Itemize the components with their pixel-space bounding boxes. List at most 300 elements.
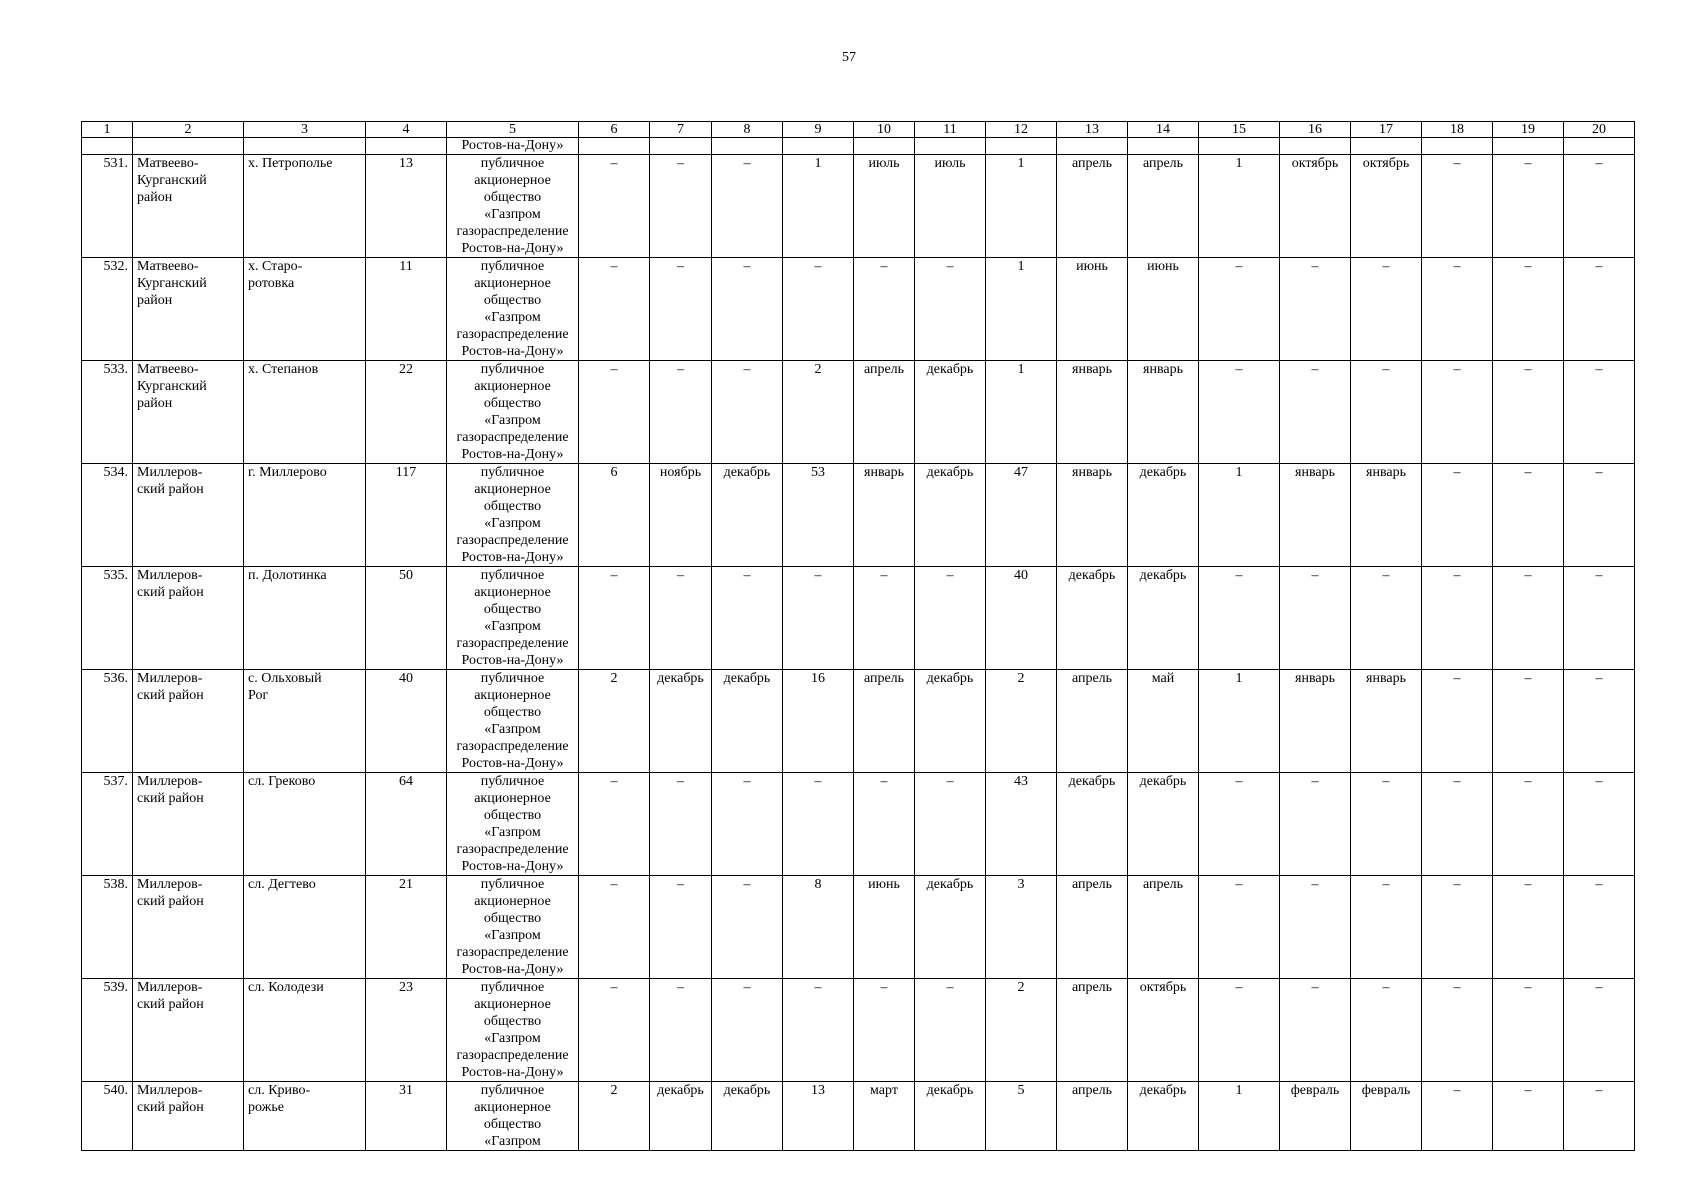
month-cell: апрель <box>1057 979 1128 1082</box>
value-cell: – <box>1199 876 1280 979</box>
organization-line: Ростов-на-Дону» <box>461 653 564 668</box>
empty-cell <box>854 138 915 155</box>
table-row <box>82 773 1635 876</box>
value-cell: – <box>1493 979 1564 1082</box>
value-cell: – <box>783 773 854 876</box>
value-cell: 53 <box>783 464 854 567</box>
table-row <box>82 464 1635 567</box>
organization-line: общество <box>483 602 542 617</box>
district-cell: Матвеево- Курганский район <box>133 361 244 464</box>
organization-line: общество <box>483 808 542 823</box>
month-cell: январь <box>1128 361 1199 464</box>
value-cell: – <box>1199 773 1280 876</box>
organization-cell <box>447 361 579 464</box>
organization-line: акционерное <box>474 688 551 703</box>
value-cell: – <box>1422 258 1493 361</box>
value-cell: – <box>1493 773 1564 876</box>
value-cell: – <box>1422 361 1493 464</box>
locality-cell: с. Ольховый Рог <box>244 670 366 773</box>
value-cell: – <box>579 155 650 258</box>
organization-line: публичное <box>480 671 545 686</box>
month-cell: – <box>854 567 915 670</box>
column-header: 14 <box>1128 122 1199 138</box>
locality-cell: сл. Колодези <box>244 979 366 1082</box>
row-number: 537. <box>82 773 133 876</box>
value-cell: – <box>1564 979 1635 1082</box>
month-cell: – <box>650 155 712 258</box>
locality-cell: сл. Греково <box>244 773 366 876</box>
organization-line: газораспределение <box>456 430 569 445</box>
district-cell: Миллеров- ский район <box>133 464 244 567</box>
value-cell: 2 <box>986 670 1057 773</box>
value-cell: – <box>1564 773 1635 876</box>
month-cell: – <box>1280 258 1351 361</box>
count-cell: 22 <box>366 361 447 464</box>
column-header: 10 <box>854 122 915 138</box>
value-cell: 2 <box>579 670 650 773</box>
count-cell: 23 <box>366 979 447 1082</box>
month-cell: – <box>1351 258 1422 361</box>
month-cell: апрель <box>1057 670 1128 773</box>
value-cell: – <box>1564 361 1635 464</box>
month-cell: – <box>854 979 915 1082</box>
count-cell: 21 <box>366 876 447 979</box>
empty-cell <box>1280 138 1351 155</box>
month-cell: декабрь <box>1057 567 1128 670</box>
organization-line: Ростов-на-Дону» <box>461 1065 564 1080</box>
month-cell: – <box>1351 979 1422 1082</box>
column-header: 6 <box>579 122 650 138</box>
month-cell: январь <box>1280 670 1351 773</box>
organization-line: публичное <box>480 568 545 583</box>
value-cell: 6 <box>579 464 650 567</box>
column-header: 19 <box>1493 122 1564 138</box>
value-cell: – <box>1564 1082 1635 1151</box>
row-number: 536. <box>82 670 133 773</box>
row-number: 539. <box>82 979 133 1082</box>
value-cell: 1 <box>986 361 1057 464</box>
organization-line: акционерное <box>474 379 551 394</box>
value-cell: – <box>1199 258 1280 361</box>
column-header: 5 <box>447 122 579 138</box>
month-cell: – <box>1280 361 1351 464</box>
organization-line: общество <box>483 705 542 720</box>
value-cell: – <box>1564 670 1635 773</box>
empty-cell <box>1493 138 1564 155</box>
locality-cell: п. Долотинка <box>244 567 366 670</box>
value-cell: – <box>1422 464 1493 567</box>
table-row <box>82 361 1635 464</box>
organization-cell <box>447 773 579 876</box>
organization-line: публичное <box>480 362 545 377</box>
month-cell: – <box>915 567 986 670</box>
value-cell: 16 <box>783 670 854 773</box>
value-cell: 1 <box>1199 670 1280 773</box>
value-cell: 1 <box>1199 1082 1280 1151</box>
value-cell: – <box>1422 670 1493 773</box>
month-cell: декабрь <box>1128 567 1199 670</box>
organization-line: газораспределение <box>456 945 569 960</box>
month-cell: – <box>650 258 712 361</box>
month-cell: май <box>1128 670 1199 773</box>
month-cell: – <box>1351 361 1422 464</box>
empty-cell <box>133 138 244 155</box>
organization-line: «Газпром <box>484 310 541 325</box>
locality-cell: х. Старо- ротовка <box>244 258 366 361</box>
table-row <box>82 670 1635 773</box>
month-cell: июнь <box>1128 258 1199 361</box>
row-number: 533. <box>82 361 133 464</box>
organization-line: Ростов-на-Дону» <box>461 344 564 359</box>
organization-cell <box>447 979 579 1082</box>
organization-line: газораспределение <box>456 327 569 342</box>
month-cell: октябрь <box>1280 155 1351 258</box>
month-cell: апрель <box>1057 155 1128 258</box>
month-cell: – <box>650 876 712 979</box>
month-cell: – <box>712 155 783 258</box>
month-cell: – <box>712 773 783 876</box>
count-cell: 11 <box>366 258 447 361</box>
value-cell: – <box>1422 979 1493 1082</box>
value-cell: – <box>1422 876 1493 979</box>
month-cell: – <box>854 258 915 361</box>
value-cell: 1 <box>986 258 1057 361</box>
empty-cell <box>1128 138 1199 155</box>
month-cell: – <box>650 773 712 876</box>
month-cell: декабрь <box>915 670 986 773</box>
organization-line: «Газпром <box>484 619 541 634</box>
month-cell: – <box>1280 876 1351 979</box>
empty-cell <box>579 138 650 155</box>
value-cell: 2 <box>986 979 1057 1082</box>
organization-line: акционерное <box>474 791 551 806</box>
month-cell: март <box>854 1082 915 1151</box>
value-cell: – <box>1493 567 1564 670</box>
month-cell: декабрь <box>915 1082 986 1151</box>
organization-line: публичное <box>480 774 545 789</box>
month-cell: декабрь <box>1128 464 1199 567</box>
empty-cell <box>1351 138 1422 155</box>
value-cell: – <box>1493 1082 1564 1151</box>
value-cell: – <box>1422 567 1493 670</box>
organization-line: общество <box>483 499 542 514</box>
month-cell: – <box>650 979 712 1082</box>
month-cell: декабрь <box>650 670 712 773</box>
column-header: 20 <box>1564 122 1635 138</box>
empty-cell <box>1422 138 1493 155</box>
month-cell: февраль <box>1351 1082 1422 1151</box>
value-cell: 1 <box>1199 155 1280 258</box>
month-cell: январь <box>854 464 915 567</box>
value-cell: – <box>783 567 854 670</box>
month-cell: – <box>1280 979 1351 1082</box>
organization-line: «Газпром <box>484 516 541 531</box>
month-cell: апрель <box>1057 1082 1128 1151</box>
row-number: 531. <box>82 155 133 258</box>
organization-line: акционерное <box>474 482 551 497</box>
value-cell: – <box>1564 258 1635 361</box>
value-cell: 5 <box>986 1082 1057 1151</box>
empty-cell <box>1564 138 1635 155</box>
organization-line: общество <box>483 396 542 411</box>
value-cell: – <box>1564 876 1635 979</box>
empty-cell <box>915 138 986 155</box>
organization-line: публичное <box>480 1083 545 1098</box>
organization-line: акционерное <box>474 585 551 600</box>
month-cell: апрель <box>854 361 915 464</box>
organization-line: газораспределение <box>456 739 569 754</box>
month-cell: ноябрь <box>650 464 712 567</box>
column-header: 1 <box>82 122 133 138</box>
month-cell: апрель <box>854 670 915 773</box>
value-cell: 8 <box>783 876 854 979</box>
value-cell: 2 <box>579 1082 650 1151</box>
month-cell: февраль <box>1280 1082 1351 1151</box>
organization-line: акционерное <box>474 894 551 909</box>
organization-line: публичное <box>480 877 545 892</box>
value-cell: – <box>1199 979 1280 1082</box>
month-cell: – <box>712 361 783 464</box>
value-cell: 1 <box>783 155 854 258</box>
month-cell: декабрь <box>915 361 986 464</box>
value-cell: – <box>579 979 650 1082</box>
district-cell: Миллеров- ский район <box>133 1082 244 1151</box>
month-cell: октябрь <box>1128 979 1199 1082</box>
organization-line: Ростов-на-Дону» <box>461 859 564 874</box>
row-number: 534. <box>82 464 133 567</box>
table-row <box>82 1082 1635 1151</box>
organization-line: общество <box>483 911 542 926</box>
value-cell: – <box>783 979 854 1082</box>
row-number: 535. <box>82 567 133 670</box>
value-cell: – <box>1422 155 1493 258</box>
column-header: 11 <box>915 122 986 138</box>
empty-cell <box>712 138 783 155</box>
value-cell: 13 <box>783 1082 854 1151</box>
district-cell: Матвеево- Курганский район <box>133 258 244 361</box>
organization-cell <box>447 876 579 979</box>
organization-cell <box>447 1082 579 1151</box>
row-number: 540. <box>82 1082 133 1151</box>
month-cell: – <box>650 567 712 670</box>
page-number: 57 <box>842 50 856 65</box>
organization-line: Ростов-на-Дону» <box>461 241 564 256</box>
month-cell: июль <box>854 155 915 258</box>
organization-line: газораспределение <box>456 1048 569 1063</box>
month-cell: – <box>854 773 915 876</box>
column-header-row <box>82 122 1635 138</box>
organization-line: публичное <box>480 156 545 171</box>
value-cell: 2 <box>783 361 854 464</box>
month-cell: январь <box>1351 670 1422 773</box>
value-cell: – <box>1422 773 1493 876</box>
organization-line: «Газпром <box>484 1134 541 1149</box>
organization-line: общество <box>483 1117 542 1132</box>
organization-line: общество <box>483 190 542 205</box>
value-cell: – <box>579 773 650 876</box>
count-cell: 31 <box>366 1082 447 1151</box>
organization-line: Ростов-на-Дону» <box>461 550 564 565</box>
table-row <box>82 155 1635 258</box>
value-cell: – <box>579 258 650 361</box>
count-cell: 13 <box>366 155 447 258</box>
value-cell: – <box>579 567 650 670</box>
month-cell: декабрь <box>1128 773 1199 876</box>
row-number: 538. <box>82 876 133 979</box>
count-cell: 50 <box>366 567 447 670</box>
value-cell: – <box>1422 1082 1493 1151</box>
organization-line: «Газпром <box>484 413 541 428</box>
value-cell: – <box>1564 567 1635 670</box>
table-row <box>82 979 1635 1082</box>
district-cell: Миллеров- ский район <box>133 773 244 876</box>
column-header: 7 <box>650 122 712 138</box>
month-cell: декабрь <box>712 670 783 773</box>
value-cell: 47 <box>986 464 1057 567</box>
organization-line: «Газпром <box>484 825 541 840</box>
month-cell: – <box>712 567 783 670</box>
organization-line: газораспределение <box>456 842 569 857</box>
value-cell: 1 <box>1199 464 1280 567</box>
row-number: 532. <box>82 258 133 361</box>
empty-cell <box>244 138 366 155</box>
locality-cell: сл. Дегтево <box>244 876 366 979</box>
month-cell: январь <box>1280 464 1351 567</box>
month-cell: январь <box>1057 464 1128 567</box>
organization-cell <box>447 464 579 567</box>
month-cell: – <box>712 979 783 1082</box>
organization-line: акционерное <box>474 1100 551 1115</box>
value-cell: – <box>1493 361 1564 464</box>
column-header: 18 <box>1422 122 1493 138</box>
month-cell: – <box>1351 773 1422 876</box>
month-cell: – <box>1351 567 1422 670</box>
data-table <box>81 121 1635 1151</box>
count-cell: 117 <box>366 464 447 567</box>
month-cell: декабрь <box>915 464 986 567</box>
organization-line: публичное <box>480 259 545 274</box>
column-header: 8 <box>712 122 783 138</box>
empty-cell <box>1199 138 1280 155</box>
organization-cell <box>447 670 579 773</box>
empty-cell <box>986 138 1057 155</box>
value-cell: 3 <box>986 876 1057 979</box>
column-header: 2 <box>133 122 244 138</box>
month-cell: июнь <box>1057 258 1128 361</box>
organization-line: газораспределение <box>456 533 569 548</box>
month-cell: – <box>1280 567 1351 670</box>
month-cell: июль <box>915 155 986 258</box>
table-row <box>82 876 1635 979</box>
month-cell: апрель <box>1057 876 1128 979</box>
organization-line: Ростов-на-Дону» <box>461 962 564 977</box>
column-header: 3 <box>244 122 366 138</box>
month-cell: – <box>1351 876 1422 979</box>
month-cell: – <box>915 773 986 876</box>
value-cell: – <box>1493 258 1564 361</box>
district-cell: Матвеево- Курганский район <box>133 155 244 258</box>
month-cell: – <box>712 876 783 979</box>
organization-line: «Газпром <box>484 1031 541 1046</box>
organization-line: Ростов-на-Дону» <box>461 447 564 462</box>
empty-cell <box>783 138 854 155</box>
district-cell: Миллеров- ский район <box>133 567 244 670</box>
month-cell: апрель <box>1128 155 1199 258</box>
value-cell: – <box>1493 876 1564 979</box>
column-header: 13 <box>1057 122 1128 138</box>
continuation-row <box>82 138 1635 155</box>
organization-line: публичное <box>480 465 545 480</box>
organization-line: акционерное <box>474 173 551 188</box>
month-cell: декабрь <box>650 1082 712 1151</box>
value-cell: – <box>1199 567 1280 670</box>
organization-line: акционерное <box>474 276 551 291</box>
month-cell: июнь <box>854 876 915 979</box>
locality-cell: г. Миллерово <box>244 464 366 567</box>
month-cell: – <box>915 979 986 1082</box>
continuation-org-text: Ростов-на-Дону» <box>447 138 579 155</box>
organization-line: общество <box>483 293 542 308</box>
column-header: 12 <box>986 122 1057 138</box>
table-row <box>82 567 1635 670</box>
organization-line: газораспределение <box>456 224 569 239</box>
month-cell: – <box>712 258 783 361</box>
count-cell: 40 <box>366 670 447 773</box>
empty-cell <box>650 138 712 155</box>
value-cell: – <box>1493 155 1564 258</box>
value-cell: – <box>579 876 650 979</box>
organization-cell <box>447 258 579 361</box>
organization-line: акционерное <box>474 997 551 1012</box>
value-cell: 1 <box>986 155 1057 258</box>
value-cell: – <box>783 258 854 361</box>
month-cell: декабрь <box>712 1082 783 1151</box>
district-cell: Миллеров- ский район <box>133 876 244 979</box>
locality-cell: х. Степанов <box>244 361 366 464</box>
locality-cell: сл. Криво- рожье <box>244 1082 366 1151</box>
organization-line: «Газпром <box>484 722 541 737</box>
district-cell: Миллеров- ский район <box>133 979 244 1082</box>
value-cell: – <box>1199 361 1280 464</box>
value-cell: 43 <box>986 773 1057 876</box>
month-cell: январь <box>1057 361 1128 464</box>
value-cell: – <box>1564 464 1635 567</box>
empty-cell <box>82 138 133 155</box>
table-row <box>82 258 1635 361</box>
empty-cell <box>366 138 447 155</box>
month-cell: – <box>1280 773 1351 876</box>
organization-line: «Газпром <box>484 928 541 943</box>
organization-line: публичное <box>480 980 545 995</box>
column-header: 16 <box>1280 122 1351 138</box>
organization-line: «Газпром <box>484 207 541 222</box>
locality-cell: х. Петрополье <box>244 155 366 258</box>
organization-cell <box>447 155 579 258</box>
month-cell: декабрь <box>1128 1082 1199 1151</box>
count-cell: 64 <box>366 773 447 876</box>
month-cell: апрель <box>1128 876 1199 979</box>
month-cell: декабрь <box>1057 773 1128 876</box>
organization-line: Ростов-на-Дону» <box>461 756 564 771</box>
value-cell: – <box>579 361 650 464</box>
value-cell: 40 <box>986 567 1057 670</box>
month-cell: – <box>915 258 986 361</box>
month-cell: декабрь <box>712 464 783 567</box>
month-cell: октябрь <box>1351 155 1422 258</box>
column-header: 4 <box>366 122 447 138</box>
column-header: 17 <box>1351 122 1422 138</box>
empty-cell <box>1057 138 1128 155</box>
